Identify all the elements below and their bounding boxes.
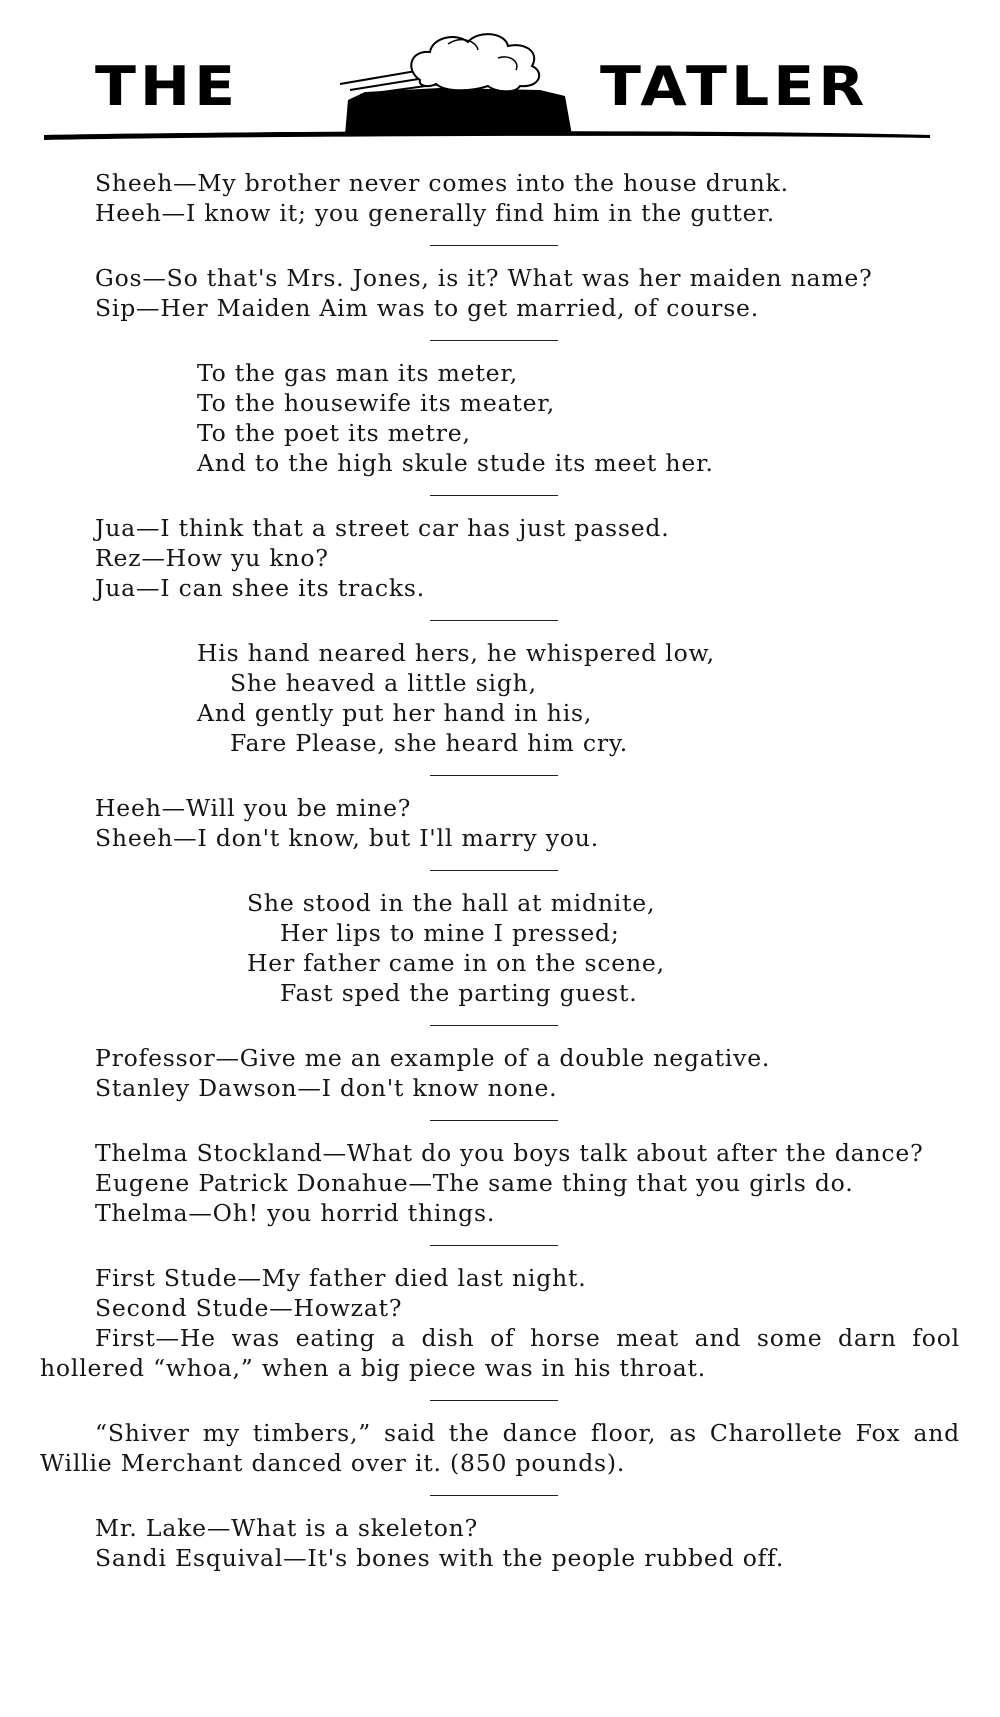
poem-line: Her lips to mine I pressed;: [280, 919, 620, 947]
joke-line: Gos—So that's Mrs. Jones, is it? What was her maiden name?: [95, 264, 873, 292]
joke-block: [40, 263, 960, 323]
masthead: [0, 0, 1000, 150]
joke-line: Heeh—Will you be mine?: [95, 794, 412, 822]
joke-line: Professor—Give me an example of a double negative.: [95, 1044, 771, 1072]
divider: [430, 1120, 558, 1121]
divider: [430, 1025, 558, 1026]
joke-line: Mr. Lake—What is a skeleton?: [95, 1514, 479, 1542]
divider: [430, 340, 558, 341]
joke-line: Rez—How yu kno?: [95, 544, 329, 572]
divider: [430, 620, 558, 621]
poem-line: And to the high skule stude its meet her.: [197, 449, 714, 477]
poem-line: To the poet its metre,: [197, 419, 471, 447]
poem-block: [197, 358, 960, 478]
joke-line: Jua—I can shee its tracks.: [95, 574, 425, 602]
poem-line: And gently put her hand in his,: [197, 699, 593, 727]
joke-block: [40, 1513, 960, 1573]
poem-block: [247, 888, 960, 1008]
poem-line: To the housewife its meater,: [197, 389, 556, 417]
joke-line: First Stude—My father died last night.: [95, 1264, 587, 1292]
divider: [430, 870, 558, 871]
joke-line: Sandi Esquival—It's bones with the people rubbed off.: [95, 1544, 785, 1572]
poem-block: [197, 638, 960, 758]
joke-line: Heeh—I know it; you generally find him in the gutter.: [95, 199, 776, 227]
joke-block: [40, 168, 960, 228]
joke-line: Thelma Stockland—What do you boys talk about after the dance?: [95, 1139, 924, 1167]
joke-block: [40, 513, 960, 603]
joke-line: Sip—Her Maiden Aim was to get married, of course.: [95, 294, 760, 322]
divider: [430, 495, 558, 496]
poem-line: His hand neared hers, he whispered low,: [197, 639, 715, 667]
poem-line: To the gas man its meter,: [197, 359, 519, 387]
joke-block: [40, 1043, 960, 1103]
divider: [430, 1245, 558, 1246]
divider: [430, 1495, 558, 1496]
masthead-word-tatler: TATLER: [600, 55, 869, 119]
joke-line: Sheeh—I don't know, but I'll marry you.: [95, 824, 599, 852]
divider: [430, 775, 558, 776]
divider: [430, 1400, 558, 1401]
poem-line: Fare Please, she heard him cry.: [230, 729, 629, 757]
poem-line: Her father came in on the scene,: [247, 949, 665, 977]
joke-line: “Shiver my timbers,” said the dance floor, as Charollete Fox and Willie Merchant danced over it. (850 pounds).: [40, 1419, 960, 1477]
joke-block: [40, 793, 960, 853]
joke-block: [40, 1138, 960, 1228]
poem-line: Fast sped the parting guest.: [280, 979, 638, 1007]
joke-line: Jua—I think that a street car has just passed.: [95, 514, 670, 542]
joke-line: First—He was eating a dish of horse meat and some darn fool hollered “whoa,” when a big piece was in his throat.: [40, 1324, 960, 1382]
joke-block: [40, 1263, 960, 1383]
joke-block: [40, 1418, 960, 1478]
poem-line: She heaved a little sigh,: [230, 669, 537, 697]
joke-column: [40, 168, 960, 1573]
joke-line: Sheeh—My brother never comes into the house drunk.: [95, 169, 789, 197]
divider: [430, 245, 558, 246]
joke-line: Thelma—Oh! you horrid things.: [95, 1199, 496, 1227]
joke-line: Stanley Dawson—I don't know none.: [95, 1074, 558, 1102]
poem-line: She stood in the hall at midnite,: [247, 889, 656, 917]
joke-line: Second Stude—Howzat?: [95, 1294, 403, 1322]
joke-line: Eugene Patrick Donahue—The same thing that you girls do.: [95, 1169, 854, 1197]
masthead-word-the: THE: [95, 55, 240, 119]
